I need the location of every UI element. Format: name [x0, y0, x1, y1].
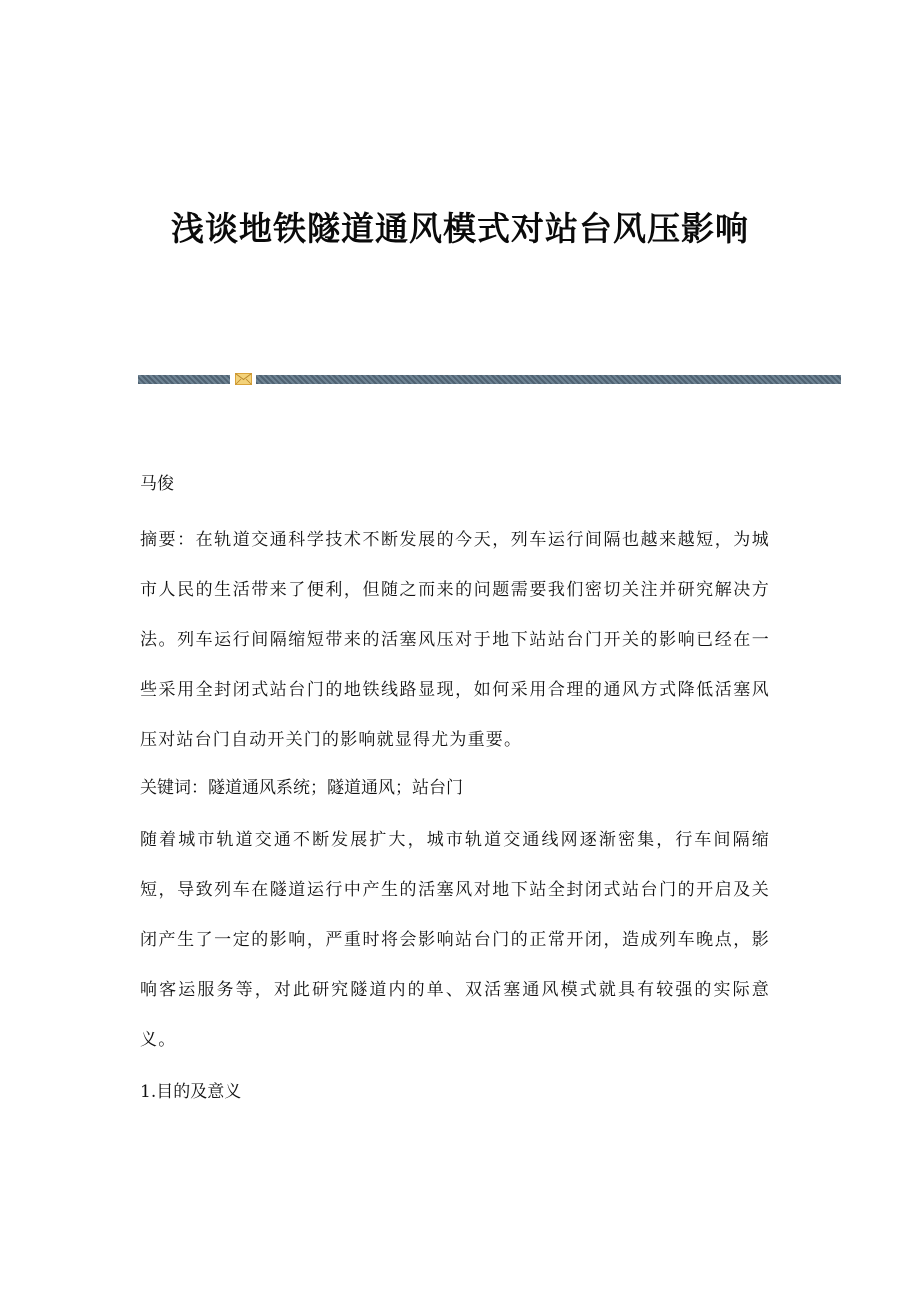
- section-heading: 1.目的及意义: [140, 1082, 242, 1102]
- author-name: 马俊: [140, 474, 174, 494]
- body-paragraph: 随着城市轨道交通不断发展扩大，城市轨道交通线网逐渐密集，行车间隔缩短，导致列车在隧道运行中产生的活塞风对地下站全封闭式站台门的开启及关闭产生了一定的影响，严重时将会影响站台门的正常开闭，造成列车晚点，影响客运服务等，对此研究隧道内的单、双活塞通风模式就具有较强的实际意义。: [140, 830, 770, 1050]
- keywords-line: 关键词：隧道通风系统；隧道通风；站台门: [140, 778, 463, 798]
- page-title: 浅谈地铁隧道通风模式对站台风压影响: [171, 209, 749, 248]
- divider-bar-right: [256, 375, 841, 384]
- abstract-paragraph: 摘要：在轨道交通科学技术不断发展的今天，列车运行间隔也越来越短，为城市人民的生活带来了便利，但随之而来的问题需要我们密切关注并研究解决方法。列车运行间隔缩短带来的活塞风压对于地下站站台门开关的影响已经在一些采用全封闭式站台门的地铁线路显现，如何采用合理的通风方式降低活塞风压对站台门自动开关门的影响就显得尤为重要。: [140, 530, 770, 750]
- envelope-ornament-icon: [235, 373, 252, 385]
- title-divider: [138, 375, 841, 384]
- divider-bar-left: [138, 375, 230, 384]
